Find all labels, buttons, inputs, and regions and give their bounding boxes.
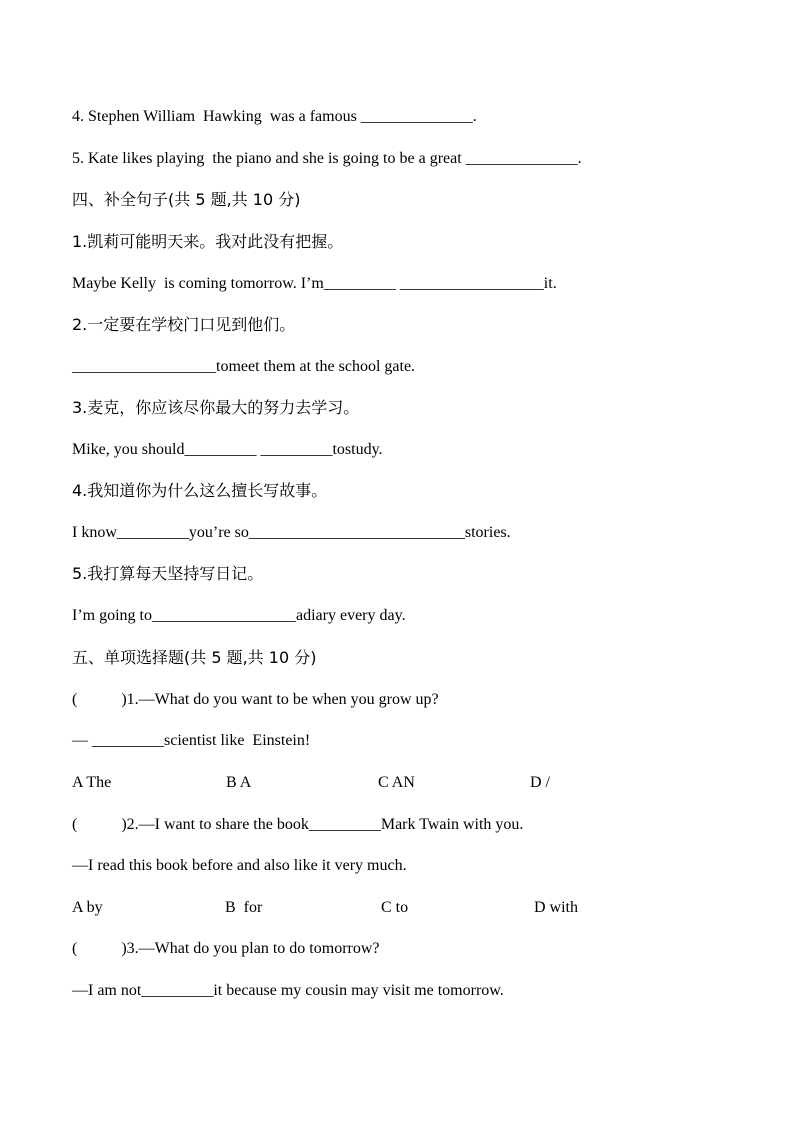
mc-question-2-option-c: C to: [381, 899, 409, 916]
sentence-2-english: __________________tomeet them at the school gate.: [72, 358, 416, 375]
sentence-2-chinese: 2.一定要在学校门口见到他们。: [72, 315, 296, 334]
sentence-4-chinese: 4.我知道你为什么这么擅长写故事。: [72, 481, 328, 500]
question-4: 4. Stephen William Hawking was a famous ______________.: [72, 108, 477, 125]
mc-question-1-stem: ( )1.—What do you want to be when you grow up?: [72, 691, 439, 708]
sentence-1-chinese: 1.凯莉可能明天来。我对此没有把握。: [72, 232, 344, 251]
sentence-3-english: Mike, you should_________ _________tostudy.: [72, 441, 383, 458]
mc-question-3-stem: ( )3.—What do you plan to do tomorrow?: [72, 940, 380, 957]
sentence-3-chinese: 3.麦克，你应该尽你最大的努力去学习。: [72, 398, 360, 417]
mc-question-2-option-b: B for: [225, 899, 263, 916]
sentence-5-english: I’m going to__________________adiary every day.: [72, 607, 406, 624]
question-5: 5. Kate likes playing the piano and she is going to be a great ______________.: [72, 150, 582, 167]
mc-question-2-stem: ( )2.—I want to share the book_________Mark Twain with you.: [72, 816, 524, 833]
mc-question-1-option-c: C AN: [378, 774, 415, 791]
section-4-heading: 四、补全句子(共 5 题,共 10 分): [72, 190, 301, 209]
mc-question-1-reply: — _________scientist like Einstein!: [72, 732, 311, 749]
mc-question-3-reply: —I am not_________it because my cousin may visit me tomorrow.: [72, 982, 504, 999]
sentence-5-chinese: 5.我打算每天坚持写日记。: [72, 564, 264, 583]
mc-question-1-option-a: A The: [72, 774, 112, 791]
mc-question-2-option-d: D with: [534, 899, 578, 916]
mc-question-1-option-d: D /: [530, 774, 550, 791]
sentence-4-english: I know_________you’re so___________________________stories.: [72, 524, 511, 541]
section-5-heading: 五、单项选择题(共 5 题,共 10 分): [72, 648, 317, 667]
mc-question-1-option-b: B A: [226, 774, 252, 791]
mc-question-2-option-a: A by: [72, 899, 103, 916]
sentence-1-english: Maybe Kelly is coming tomorrow. I’m_________ __________________it.: [72, 275, 557, 292]
mc-question-2-reply: —I read this book before and also like it very much.: [72, 857, 407, 874]
